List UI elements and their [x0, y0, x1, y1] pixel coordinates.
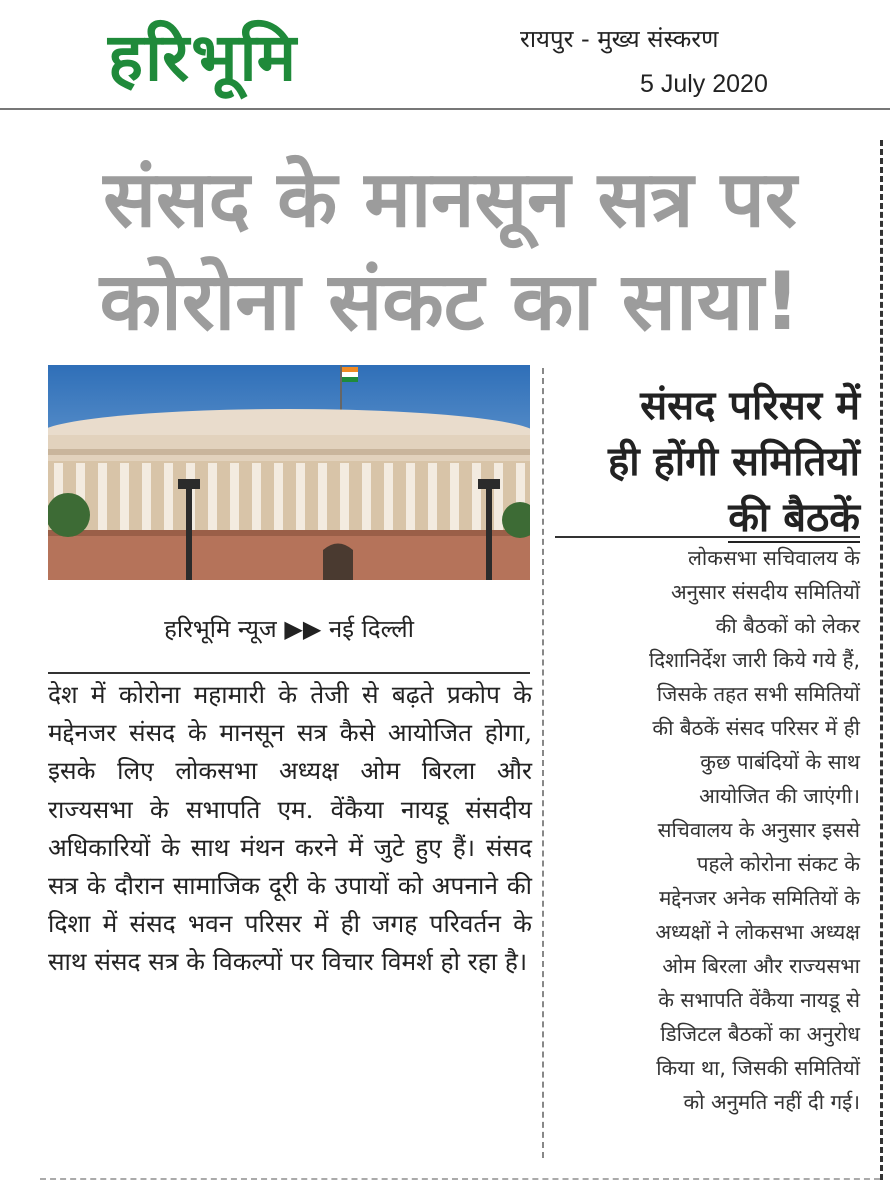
dateline: हरिभूमि न्यूज ▶▶ नई दिल्ली	[164, 615, 414, 643]
headline-line-1: संसद के मानसून सत्र पर	[103, 155, 797, 245]
sidebar-line: अध्यक्षों ने लोकसभा अध्यक्ष	[655, 920, 860, 944]
bottom-divider	[40, 1178, 880, 1180]
sidebar-rule	[555, 536, 860, 538]
sidebar-line: अनुसार संसदीय समितियों	[670, 580, 860, 604]
sidebar-line: लोकसभा सचिवालय के	[688, 546, 860, 570]
sidebar-line: जिसके तहत सभी समितियों	[656, 682, 860, 706]
edition-label: रायपुर - मुख्य संस्करण	[520, 25, 719, 53]
sidebar-line: कुछ पाबंदियों के साथ	[700, 750, 860, 774]
sidebar-heading-line: की बैठकें	[728, 495, 860, 541]
sidebar-heading-line: ही होंगी समितियों	[608, 439, 860, 485]
sidebar-line: ओम बिरला और राज्यसभा	[662, 954, 860, 978]
dateline-rule	[48, 672, 530, 674]
sidebar-line: पहले कोरोना संकट के	[696, 852, 860, 876]
sidebar-line: मद्देनजर अनेक समितियों के	[659, 886, 860, 910]
masthead	[0, 0, 890, 110]
sidebar-heading	[555, 378, 860, 546]
sidebar-heading-line: संसद परिसर में	[640, 383, 860, 429]
sidebar-line: सचिवालय के अनुसार इससे	[657, 818, 860, 842]
sidebar-body	[555, 541, 860, 1119]
sidebar-line: के सभापति वेंकैया नायडू से	[658, 988, 860, 1012]
column-divider	[542, 368, 544, 1158]
sidebar-line: किया था, जिसकी समितियों	[656, 1056, 860, 1080]
headline-line-2: कोरोना संकट का साया!	[99, 255, 801, 348]
parliament-photo	[48, 365, 530, 580]
newspaper-logo: हरिभूमि	[108, 19, 299, 96]
sidebar-line: डिजिटल बैठकों का अनुरोध	[660, 1022, 860, 1046]
sidebar-line: दिशानिर्देश जारी किये गये हैं,	[648, 648, 860, 672]
sidebar-line: की बैठकों को लेकर	[715, 614, 860, 638]
edition-date: 5 July 2020	[640, 70, 768, 98]
sidebar-line: आयोजित की जाएंगी।	[699, 784, 860, 808]
right-column-divider	[880, 140, 883, 1180]
article-body: देश में कोरोना महामारी के तेजी से बढ़ते प्रकोप के मद्देनजर संसद के मानसून सत्र कैसे आयोजित होगा, इसके लिए लोकसभा अध्यक्ष ओम बिरला और राज्यसभा के सभापति एम. वेंकैया नायडू संसदीय अधिकारियों के साथ मंथन करने में जुटे हुए हैं। संसद सत्र के दौरान सामाजिक दूरी के उपायों को अपनाने की दिशा में संसद भवन परिसर में ही जगह परिवर्तन के साथ संसद सत्र के विकल्पों पर विचार विमर्श हो रहा है।	[48, 680, 532, 977]
sidebar-line: की बैठकें संसद परिसर में ही	[652, 716, 860, 740]
sidebar-line: को अनुमति नहीं दी गई।	[683, 1090, 860, 1114]
